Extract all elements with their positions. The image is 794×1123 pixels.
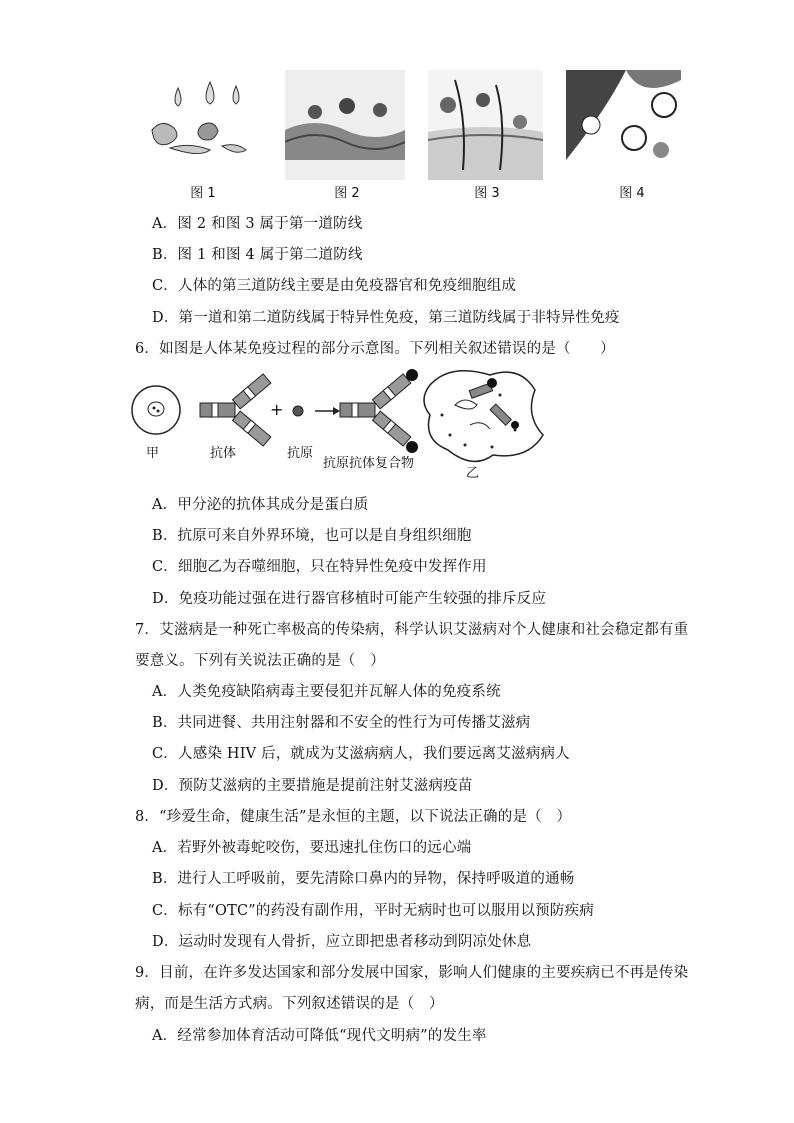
q7-stem-line1: 7．艾滋病是一种死亡率极高的传染病，科学认识艾滋病对个人健康和社会稳定都有重	[135, 622, 689, 638]
figure-4-caption: 图 4	[619, 186, 645, 201]
q6-option-a: A．甲分泌的抗体其成分是蛋白质	[152, 497, 369, 513]
q5-option-b: B．图 1 和图 4 属于第二道防线	[152, 247, 363, 263]
q7-option-d: D．预防艾滋病的主要措施是提前注射艾滋病疫苗	[152, 778, 473, 794]
label-yi: 乙	[466, 466, 480, 480]
q6-stem: 6．如图是人体某免疫过程的部分示意图。下列相关叙述错误的是（ ）	[135, 341, 615, 357]
label-antigen: 抗原	[287, 446, 314, 461]
q6-option-b: B．抗原可来自外界环境，也可以是自身组织细胞	[152, 528, 472, 544]
q7-option-b: B．共同进餐、共用注射器和不安全的性行为可传播艾滋病	[152, 715, 531, 731]
label-antibody: 抗体	[210, 446, 237, 461]
antigen-antibody-complex	[340, 369, 418, 453]
q7-option-a: A．人类免疫缺陷病毒主要侵犯并瓦解人体的免疫系统	[152, 684, 501, 700]
q8-option-d: D．运动时发现有人骨折，应立即把患者移动到阴凉处休息	[152, 934, 532, 950]
q6-option-c: C．细胞乙为吞噬细胞，只在特异性免疫中发挥作用	[152, 559, 487, 575]
figure-row	[0, 70, 794, 200]
phagocyte-yi	[424, 371, 543, 462]
q8-option-b: B．进行人工呼吸前，要先清除口鼻内的异物，保持呼吸道的通畅	[152, 871, 575, 887]
q9-stem-line2: 病，而是生活方式病。下列叙述错误的是（ ）	[135, 996, 444, 1012]
label-jia: 甲	[146, 446, 160, 461]
q7-option-c: C．人感染 HIV 后，就成为艾滋病病人，我们要远离艾滋病病人	[152, 746, 570, 762]
q8-option-c: C．标有“OTC”的药没有副作用，平时无病时也可以服用以预防疾病	[152, 903, 594, 919]
arrow-1	[315, 407, 340, 415]
figure-3-image	[428, 70, 543, 180]
figure-4-image	[566, 70, 681, 180]
q5-option-d: D．第一道和第二道防线属于特异性免疫，第三道防线属于非特异性免疫	[152, 310, 620, 326]
q8-option-a: A．若野外被毒蛇咬伤，要迅速扎住伤口的远心端	[152, 840, 472, 856]
q9-option-a: A．经常参加体育活动可降低“现代文明病”的发生率	[152, 1028, 487, 1044]
q6-option-d: D．免疫功能过强在进行器官移植时可能产生较强的排斥反应	[152, 591, 547, 607]
q5-option-a: A．图 2 和图 3 属于第一道防线	[152, 216, 363, 232]
figure-2-caption: 图 2	[334, 186, 360, 201]
figure-1-image	[140, 70, 250, 180]
antibody-shape	[200, 374, 271, 446]
antigen-dot	[293, 406, 303, 416]
figure-1-caption: 图 1	[190, 186, 216, 201]
plus-sign: +	[270, 400, 284, 419]
figure-2-image	[285, 70, 405, 180]
q9-stem-line1: 9．目前，在许多发达国家和部分发展中国家，影响人们健康的主要疾病已不再是传染	[135, 965, 689, 981]
plasma-cell-jia	[132, 386, 180, 434]
label-complex: 抗原抗体复合物	[323, 456, 415, 471]
q5-option-c: C．人体的第三道防线主要是由免疫器官和免疫细胞组成	[152, 278, 517, 294]
q8-stem: 8．“珍爱生命，健康生活”是永恒的主题，以下说法正确的是（ ）	[135, 809, 572, 825]
q7-stem-line2: 要意义。下列有关说法正确的是（ ）	[135, 653, 385, 669]
immune-process-diagram	[130, 365, 670, 480]
figure-3-caption: 图 3	[474, 186, 500, 201]
